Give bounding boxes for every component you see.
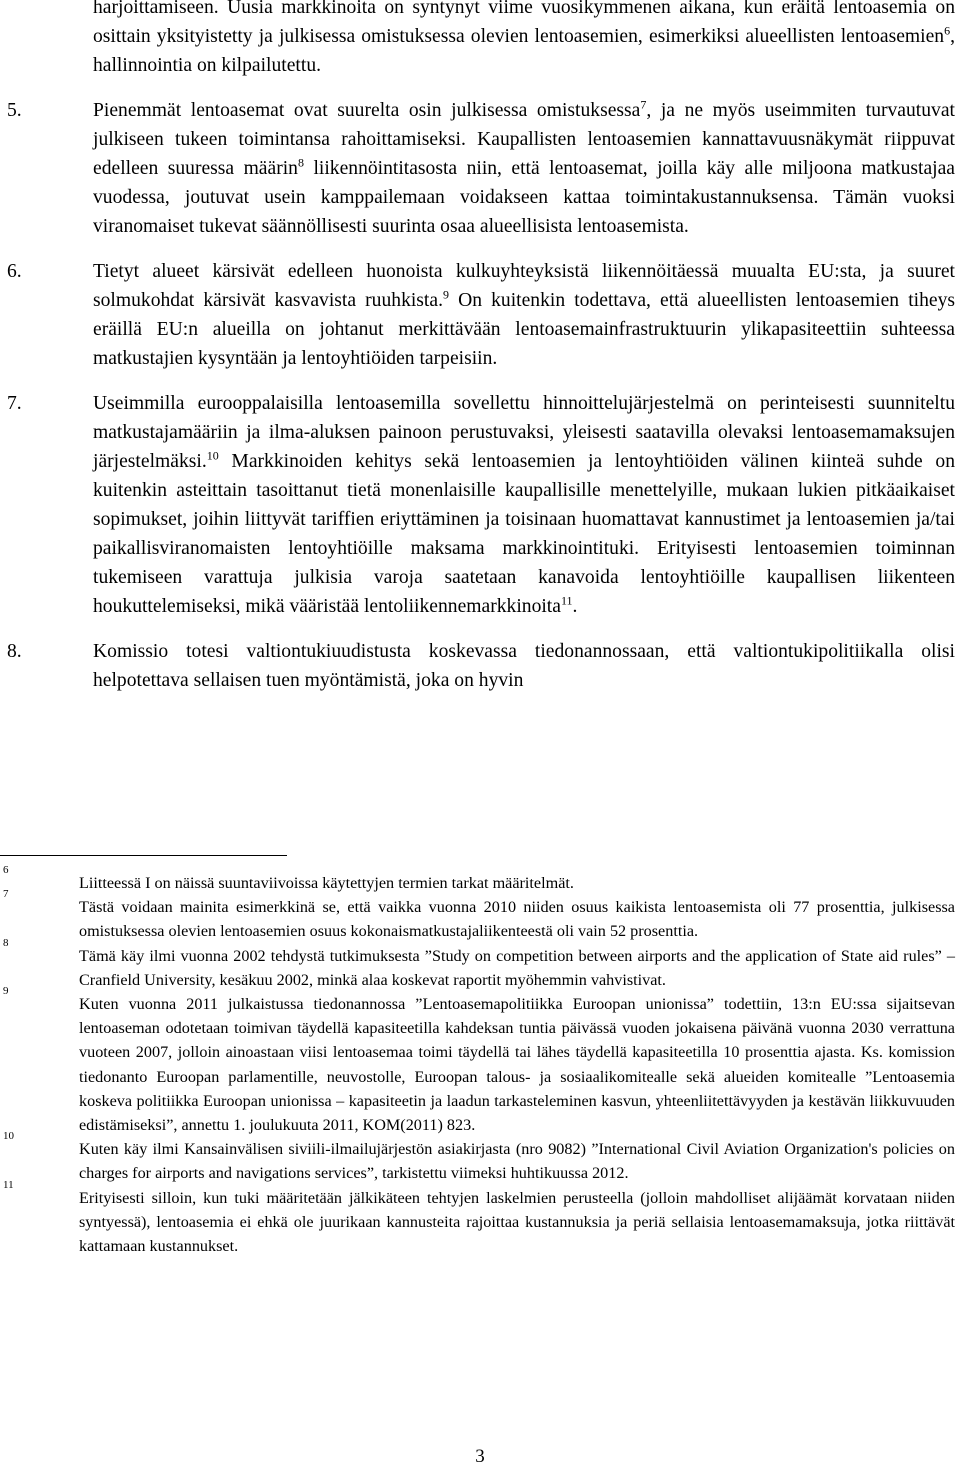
paragraph-number: 6. [7,261,22,282]
footnote [3,936,955,992]
paragraph-number: 8. [7,641,22,662]
paragraph-7: 7. Useimmilla eurooppalaisilla lentoasemilla sovellettu hinnoittelujärjestelmä on perinteisesti suunniteltu matkustajamääriin ja ilma-aluksen painoon perustuvaksi, yleisesti saatavilla olevaksi lentoasemamaksujen järjestelmäksi.$^{10}$ Markkinoiden kehitys sekä lentoasemien ja lentoyhtiöiden välinen kiinteä suhde on kuitenkin asteittain tasoittanut tietä monenlaisille kaupallisille menettelyille, mukaan lukien pitkäaikaiset sopimukset, joihin liittyvät tariffien eriyttäminen ja toisinaan huomattavat kannustimet ja lentoasemien ja/tai paikallisviranomaisten lentoyhtiöille maksama markkinointituki. Erityisesti lentoasemien toiminnan tukemiseen varattuja julkisia varoja saatetaan kanavoida lentoyhtiöille kaupallisen liikenteen houkuttelemiseksi, mikä vääristää lentoliikennemarkkinoita$^{11}$. [93,389,955,621]
footnote-ref[interactable]: 8 [297,155,304,170]
footnote-text: Kuten käy ilmi Kansainvälisen siviili-ilmailujärjestön asiakirjasta (nro 9082) ”International Civil Aviation Organization's policies on charges for airports and navigations services”, tarkistettu viimeksi huhtikuussa 2012. [79,1140,955,1183]
footnote-number: 6 [3,864,9,876]
footnote [3,888,955,943]
footnote-text: Kuten vuonna 2011 julkaistussa tiedonannossa ”Lentoasemapolitiikka Euroopan unionissa” todettiin, 13:n EU:ssa sijaitsevan lentoaseman odotetaan toimivan täydellä kapasiteetilla kahdeksan tuntia päivässä vuoden jokaisena päivänä vuonna 2030 verrattuna vuoteen 2007, jolloin ainoastaan viisi lentoasemaa toimi täydellä tai lähes täydellä kapasiteetilla 10 prosenttia ajasta. Ks. komission tiedonanto Euroopan parlamentille, neuvostolle, Euroopan talous- ja sosiaalikomitealle sekä alueiden komitealle ”Lentoasemia koskeva politiikka Euroopan unionissa – kapasiteetin ja laadun tarkasteleminen kasvun, yhteenliitettävyyden ja kestävän liikkuvuuden edistämiseksi”, annettu 1. joulukuuta 2011, KOM(2011) 823. [79,995,955,1135]
footnote-ref[interactable]: 9 [442,287,449,302]
footnote-text: Tämä käy ilmi vuonna 2002 tehdystä tutkimuksesta ”Study on competition between airports and the application of State aid rules” – Cranfield University, kesäkuu 2002, minkä alaa koskevat raportit myöhemmin vahvistivat. [79,946,955,989]
paragraph-number: 7. [7,393,22,414]
footnote [3,864,955,895]
paragraph-number: 5. [7,100,22,121]
footnote-ref[interactable]: 11 [560,593,573,608]
footnote-text: Tästä voidaan mainita esimerkkinä se, että vaikka vuonna 2010 niiden osuus kaikista lentoasemista oli 77 prosenttia, julkisessa omistuksessa olevien lentoasemien osuus kokonaismatkustajaliikenteestä oli vain 52 prosenttia. [79,898,955,941]
footnote-separator [0,855,287,856]
footnote-number: 7 [3,888,9,901]
paragraph-8: 8. Komissio totesi valtiontukiuudistusta koskevassa tiedonannossaan, että valtiontukipolitiikalla olisi helpotettava sellaisen tuen myöntämistä, joka on hyvin [93,637,955,695]
footnote-number: 9 [3,985,9,998]
footnote-text: Liitteessä I on näissä suuntaviivoissa käytettyjen termien tarkat määritelmät. [79,874,574,892]
footnote-text: Erityisesti silloin, kun tuki määritetään jälkikäteen tehtyjen laskelmien perusteella (jolloin mahdolliset alijäämät korvataan niiden syntyessä), lentoasemia ei ehkä ole juurikaan kannusteita rajoittaa kustannuksia ja periä sellaisia lentoasemamaksuja, jotka riittävät kattamaan kustannukset. [79,1188,955,1256]
footnote-ref[interactable]: 6 [944,23,951,38]
footnote [3,1178,955,1259]
paragraph-5: 5. Pienemmät lentoasemat ovat suurelta osin julkisessa omistuksessa$^7$, ja ne myös useimmiten turvautuvat julkiseen tukeen toimintansa rahoittamiseksi. Kaupallisten lentoasemien kannattavuusnäkymät riippuvat edelleen suuressa määrin$^8$ liikennöintitasosta niin, että lentoasemat, joilla käy alle miljoona matkustajaa vuodessa, joutuvat usein kamppailemaan voidakseen kattaa toimintakustannuksensa. Tämän vuoksi viranomaiset tukevat säännöllisesti suurinta osaa alueellisista lentoasemista. [7,97,955,237]
footnote-number: 8 [3,936,9,949]
footnote-ref[interactable]: 7 [640,97,647,112]
footnote [3,985,955,1137]
page-number: 3 [475,1446,485,1467]
footnote-ref[interactable]: 10 [206,448,219,463]
continuation-paragraph: harjoittamiseen. Uusia markkinoita on syntynyt viime vuosikymmenen aikana, kun eräitä lentoasemia on osittain yksityistetty ja julkisessa omistuksessa olevien lentoasemien, esimerkiksi alueellisten lentoasemien$^6$, hallinnointia on kilpailutettu. [93,0,955,76]
paragraph-6: 6. Tietyt alueet kärsivät edelleen huonoista kulkuyhteyksistä liikennöitäessä muualta EU:sta, ja suuret solmukohdat kärsivät kasvavista ruuhkista.$^9$ On kuitenkin todettava, että alueellisten lentoasemien tiheys eräillä EU:n alueilla on johtanut merkittävään lentoasemainfrastruktuurin ylikapasiteettiin suhteessa matkustajien kysyntään ja lentoyhtiöiden tarpeisiin. [93,257,955,373]
footnote-number: 11 [3,1178,14,1191]
footnotes [3,864,955,1258]
main-text [7,0,955,695]
footnote-number: 10 [3,1130,14,1143]
